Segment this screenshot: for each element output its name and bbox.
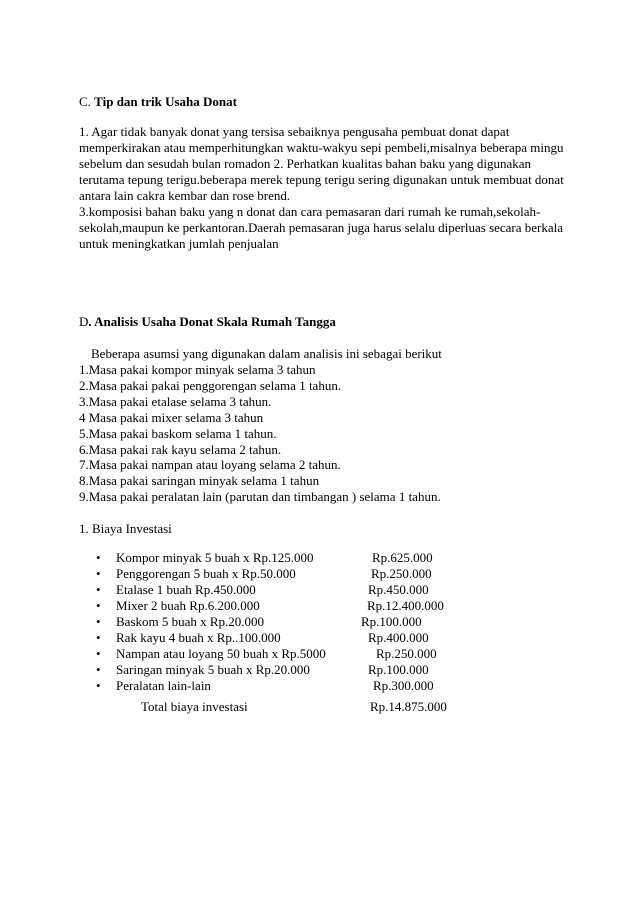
bullet-icon: • [96,678,101,693]
section-d-heading [79,314,336,330]
item-label: Saringan minyak 5 buah x Rp.20.000 [116,662,310,677]
bullet-icon: • [96,630,101,645]
investment-heading: 1. Biaya Investasi [79,521,172,536]
bullet-icon: • [96,550,101,565]
item-amount: Rp.450.000 [368,582,429,597]
item-label: Mixer 2 buah Rp.6.200.000 [116,598,260,613]
item-label: Penggorengan 5 buah x Rp.50.000 [116,566,296,581]
bullet-icon: • [96,566,101,581]
paragraph-line: 3.komposisi bahan baku yang n donat dan cara pemasaran dari rumah ke rumah,sekolah- [79,204,541,219]
assumption-item: 2.Masa pakai pakai penggorengan selama 1 tahun. [79,377,342,393]
assumption-item: 1.Masa pakai kompor minyak selama 3 tahun [79,362,316,377]
assumptions-intro: Beberapa asumsi yang digunakan dalam analisis ini sebagai berikut [91,346,442,361]
item-label: Rak kayu 4 buah x Rp..100.000 [116,630,281,645]
item-label: Etalase 1 buah Rp.450.000 [116,582,256,597]
bullet-icon: • [96,582,101,597]
section-d-prefix: D [79,314,89,329]
item-amount: Rp.12.400.000 [367,598,444,613]
paragraph-line: sebelum dan sesudah bulan romadon 2. Perhatkan kualitas bahan baku yang digunakan [79,156,531,171]
section-d-title: . Analisis Usaha Donat Skala Rumah Tangga [88,314,336,329]
item-amount: Rp.100.000 [361,614,422,629]
item-amount: Rp.300.000 [373,678,434,693]
section-c-title: Tip dan trik Usaha Donat [94,94,237,109]
assumption-item: 4 Masa pakai mixer selama 3 tahun [79,409,264,425]
section-c-paragraph [79,124,569,252]
assumption-item: 7.Masa pakai nampan atau loyang selama 2 tahun. [79,457,341,473]
assumption-item: 5.Masa pakai baskom selama 1 tahun. [79,425,277,441]
item-amount: Rp.100.000 [368,662,429,677]
assumption-item: 6.Masa pakai rak kayu selama 2 tahun. [79,441,282,457]
bullet-icon: • [96,646,101,661]
assumptions-list [79,362,569,505]
item-label: Baskom 5 buah x Rp.20.000 [116,614,265,629]
item-amount: Rp.250.000 [371,566,432,581]
assumption-item: 3.Masa pakai etalase selama 3 tahun. [79,393,272,409]
section-c-prefix: C. [79,94,95,109]
bullet-icon: • [96,614,101,629]
assumption-item: 8.Masa pakai saringan minyak selama 1 tahun [79,473,320,489]
paragraph-line: memperkirakan atau memperhitungkan waktu-wakyu sepi pembeli,misalnya beberapa mingu [79,140,564,155]
paragraph-line: untuk meningkatkan jumlah penjualan [79,236,279,251]
item-label: Kompor minyak 5 buah x Rp.125.000 [116,550,314,565]
bullet-icon: • [96,598,101,613]
item-amount: Rp.250.000 [376,646,437,661]
section-c-heading [79,94,237,110]
item-amount: Rp.625.000 [372,550,433,565]
bullet-icon: • [96,662,101,677]
item-label: Peralatan lain-lain [116,678,211,693]
total-amount: Rp.14.875.000 [370,699,447,714]
total-label: Total biaya investasi [141,699,248,714]
assumption-item: 9.Masa pakai peralatan lain (parutan dan timbangan ) selama 1 tahun. [79,489,441,505]
paragraph-line: antara lain cakra kembar dan rose brend. [79,188,291,203]
item-amount: Rp.400.000 [368,630,429,645]
paragraph-line: terutama tepung terigu.beberapa merek tepung terigu sering digunakan untuk membuat donat [79,172,564,187]
paragraph-line: sekolah,maupun ke perkantoran.Daerah pemasaran juga harus selalu diperluas secara berkala [79,220,564,235]
item-label: Nampan atau loyang 50 buah x Rp.5000 [116,646,326,661]
paragraph-line: 1. Agar tidak banyak donat yang tersisa sebaiknya pengusaha pembuat donat dapat [79,124,510,139]
